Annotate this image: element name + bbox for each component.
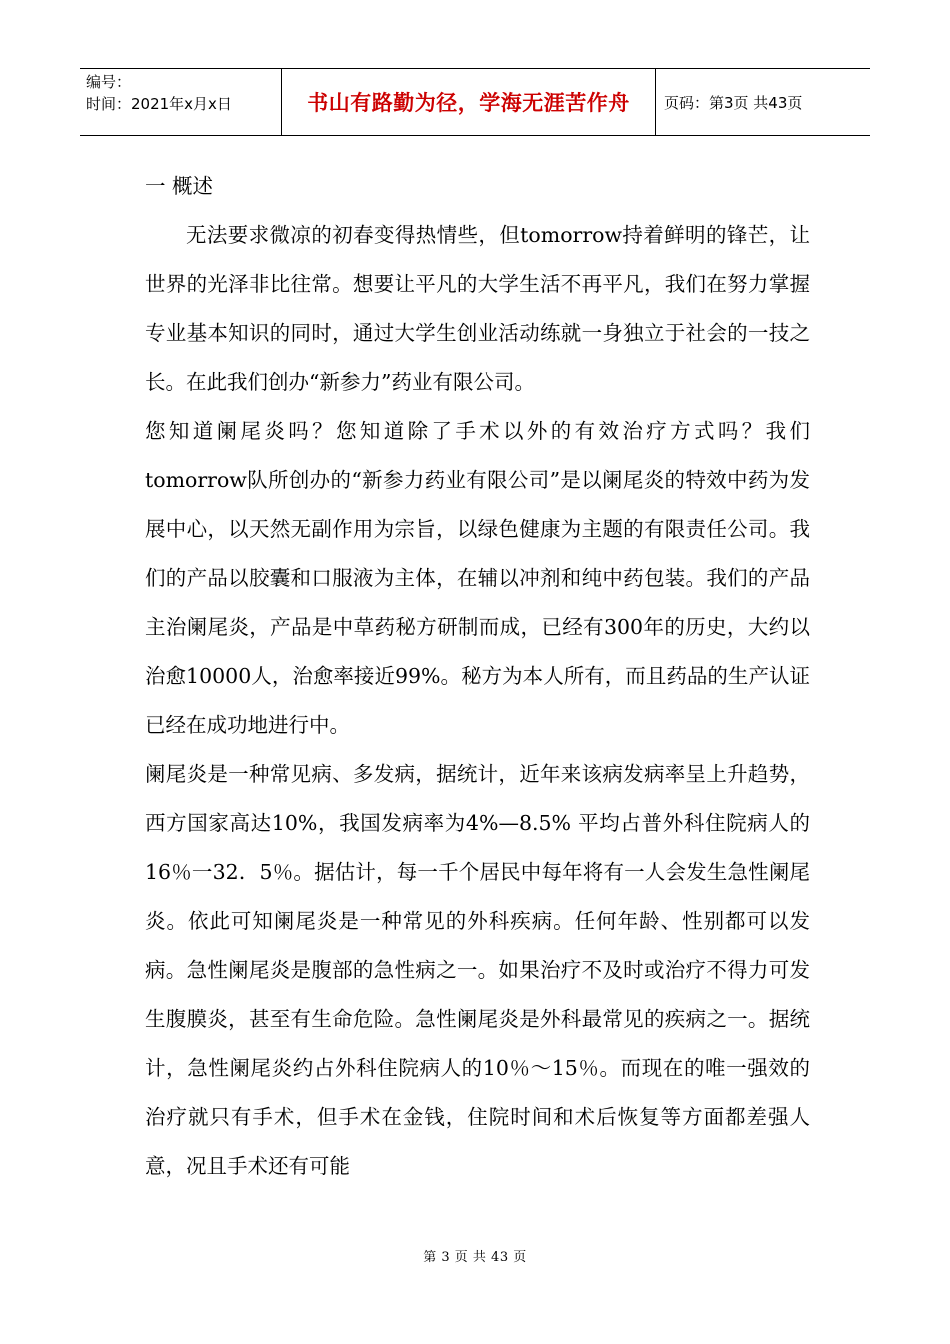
- header-meta: [80, 69, 282, 135]
- document-body: [145, 162, 810, 1191]
- section-title: 一 概述: [145, 174, 214, 198]
- paragraph-company: 您知道阑尾炎吗？您知道除了手术以外的有效治疗方式吗？我们tomorrow队所创办的“新参力药业有限公司”是以阑尾炎的特效中药为发展中心，以天然无副作用为宗旨，以绿色健康为主题的有限责任公司。我们的产品以胶囊和口服液为主体，在辅以冲剂和纯中药包装。我们的产品主治阑尾炎，产品是中草药秘方研制而成，已经有300年的历史，大约以治愈10000人，治愈率接近99%。秘方为本人所有，而且药品的生产认证已经在成功地进行中。: [145, 419, 810, 737]
- page-header: [80, 68, 870, 136]
- header-page-info: 页码：第3页 共43页: [664, 93, 803, 112]
- header-page-info-cell: [656, 69, 870, 135]
- paragraph-intro: 无法要求微凉的初春变得热情些，但tomorrow持着鲜明的锋芒，让世界的光泽非比往常。想要让平凡的大学生活不再平凡，我们在努力掌握专业基本知识的同时，通过大学生创业活动练就一身独立于社会的一技之长。在此我们创办“新参力”药业有限公司。: [145, 223, 810, 394]
- header-motto-cell: [282, 69, 656, 135]
- page-footer: 第 3 页 共 43 页: [423, 1250, 527, 1265]
- document-number-label: 编号：: [86, 73, 132, 91]
- header-motto: 书山有路勤为径，学海无涯苦作舟: [307, 91, 630, 115]
- document-time-label: 时间：2021年x月x日: [86, 95, 232, 113]
- paragraph-appendicitis: 阑尾炎是一种常见病、多发病，据统计，近年来该病发病率呈上升趋势，西方国家高达10%，我国发病率为4%—8.5% 平均占普外科住院病人的16％一32．5％。据估计，每一千个居民中每年将有一人会发生急性阑尾炎。依此可知阑尾炎是一种常见的外科疾病。任何年龄、性别都可以发病。急性阑尾炎是腹部的急性病之一。如果治疗不及时或治疗不得力可发生腹膜炎，甚至有生命危险。急性阑尾炎是外科最常见的疾病之一。据统计，急性阑尾炎约占外科住院病人的10％～15％。而现在的唯一强效的治疗就只有手术，但手术在金钱，住院时间和术后恢复等方面都差强人意，况且手术还有可能: [145, 762, 810, 1178]
